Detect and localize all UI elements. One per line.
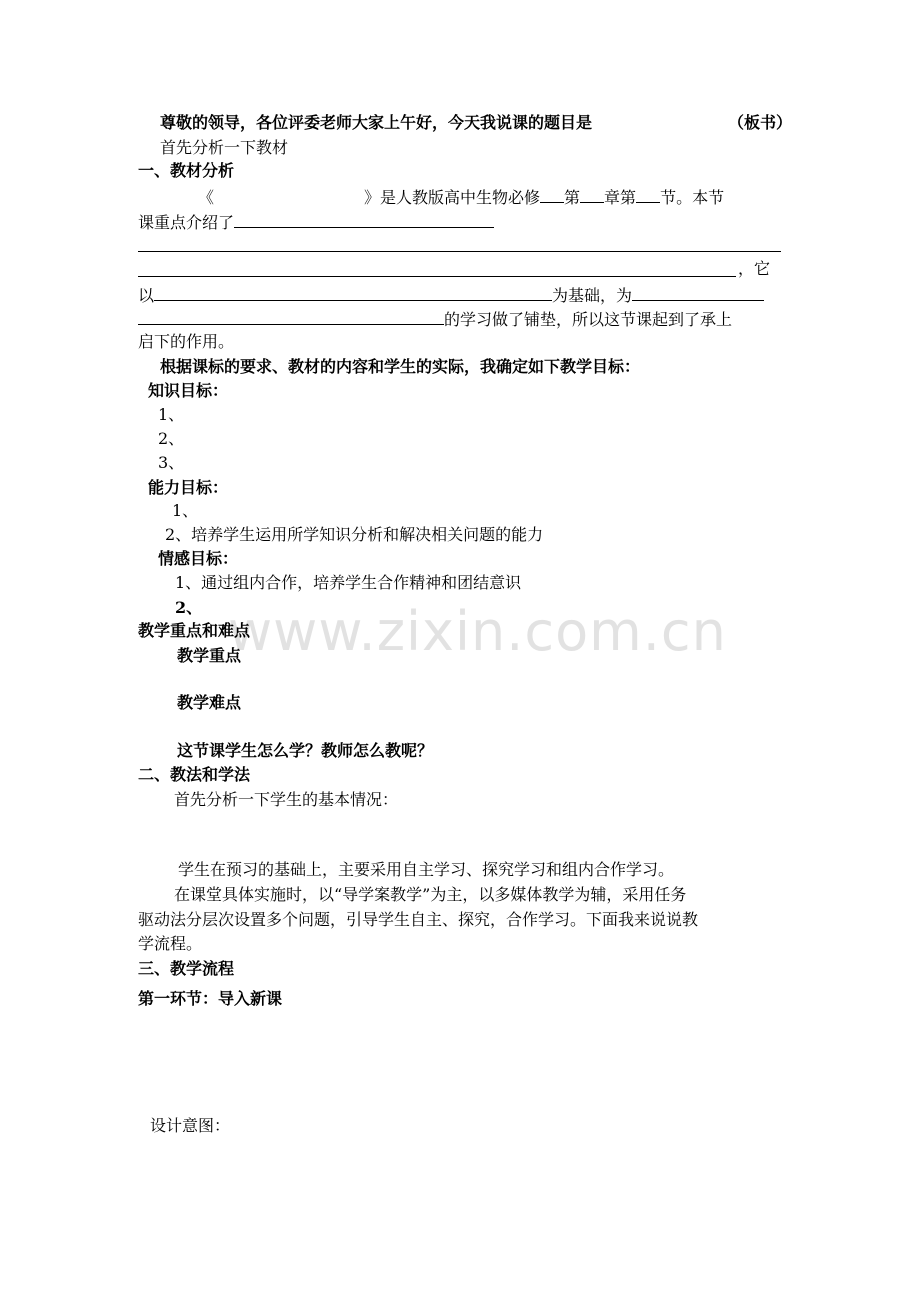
difficulty-label: 教学难点 [177, 693, 242, 712]
label-jie: 节。本节 [660, 188, 725, 207]
knowledge-item: 1、 [158, 405, 185, 424]
first-analysis-line: 首先分析一下教材 [160, 138, 289, 157]
key-point-label: 教学重点 [177, 646, 242, 665]
ability-item: 2、培养学生运用所学知识分析和解决相关问题的能力 [165, 525, 544, 544]
yi-label: 以 [138, 286, 155, 305]
basis-blank [154, 283, 552, 301]
goals-intro: 根据课标的要求、教材的内容和学生的实际，我确定如下教学目标： [160, 357, 641, 376]
watermark: www.zixin.com.cn [228, 600, 727, 663]
textbook-line [198, 185, 724, 209]
teaching-method-line-1: 在课堂具体实施时，以“导学案教学”为主，以多媒体教学为辅，采用任务 [174, 885, 687, 904]
design-intent-label: 设计意图： [150, 1116, 231, 1135]
section3-heading: 三、教学流程 [138, 959, 235, 978]
teaching-question: 这节课学生怎么学？教师怎么教呢？ [177, 741, 434, 760]
knowledge-item: 2、 [158, 429, 185, 448]
ability-item: 1、 [172, 501, 199, 520]
qixia-line: 启下的作用。 [138, 332, 235, 351]
teaching-method-line-3: 学流程。 [138, 934, 203, 953]
blank-rule-2 [138, 276, 736, 277]
label-zhang: 章第 [604, 188, 637, 207]
ta-label: ，它 [738, 259, 771, 278]
blank-rule-1 [138, 251, 781, 252]
content-line [138, 210, 494, 234]
label-di: 第 [564, 188, 581, 207]
knowledge-item: 3、 [158, 453, 185, 472]
pudian-blank [138, 307, 444, 325]
student-analysis-line: 首先分析一下学生的基本情况： [174, 790, 399, 809]
volume-blank [540, 185, 564, 203]
learning-method-line: 学生在预习的基础上，主要采用自主学习、探究学习和组内合作学习。 [178, 860, 675, 879]
emotion-goals-label: 情感目标： [158, 549, 239, 568]
section-blank [636, 185, 660, 203]
emotion-item: 1、通过组内合作，培养学生合作精神和团结意识 [175, 573, 522, 592]
pudian-label: 的学习做了铺垫，所以这节课起到了承上 [444, 310, 733, 329]
pudian-line [138, 307, 732, 331]
step1-heading: 第一环节：导入新课 [138, 989, 283, 1008]
ability-goals-label: 能力目标： [148, 478, 229, 497]
book-quote-close: 》是人教版高中生物必修 [364, 188, 541, 207]
teaching-method-line-2: 驱动法分层次设置多个问题，引导学生自主、探究，合作学习。下面我来说说教 [138, 910, 699, 929]
content-label: 课重点介绍了 [138, 213, 235, 232]
emotion-item: 2、 [175, 598, 203, 617]
key-difficult-heading: 教学重点和难点 [138, 621, 251, 640]
basis-label: 为基础，为 [552, 286, 633, 305]
chapter-blank [580, 185, 604, 203]
foundation-blank [632, 283, 764, 301]
basis-line [138, 283, 764, 307]
section2-heading: 二、教法和学法 [138, 765, 251, 784]
knowledge-goals-label: 知识目标： [148, 381, 229, 400]
book-title-blank [214, 186, 364, 203]
board-note: （板书） [728, 113, 793, 132]
section1-heading: 一、教材分析 [138, 161, 235, 180]
book-quote-open: 《 [198, 188, 215, 207]
opening-line: 尊敬的领导，各位评委老师大家上午好，今天我说课的题目是 [160, 113, 593, 132]
content-blank [234, 210, 494, 228]
